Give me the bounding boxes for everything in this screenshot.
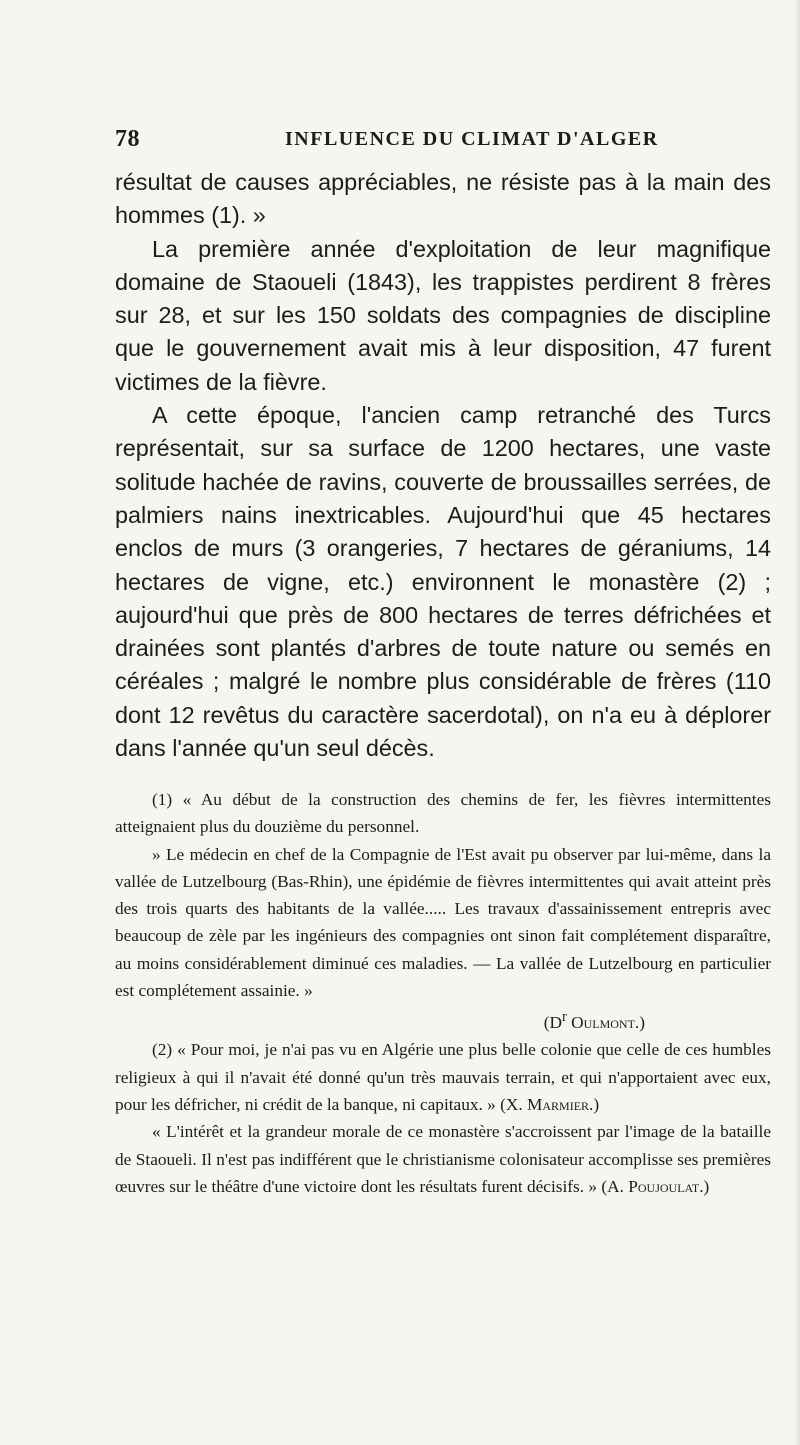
page-edge-shadow	[794, 0, 800, 1445]
paragraph-staoueli: La première année d'exploitation de leur magnifique domaine de Staoueli (1843), les trappistes perdirent 8 frères sur 28, et sur les 150 soldats des compagnies de discipline que le gouvernement avait mis à leur disposition, 47 furent victimes de la fièvre.	[115, 235, 771, 395]
footnote-1-attribution	[115, 1004, 771, 1036]
paragraph-continuation: résultat de causes appréciables, ne résiste pas à la main des hommes (1). »	[115, 169, 771, 229]
main-text	[115, 166, 771, 765]
footnote-2-quote-author: Poujoulat.)	[628, 1176, 710, 1196]
footnote-1-opening: (1) « Au début de la construction des chemins de fer, les fièvres intermittentes atteignaient plus du douzième du personnel.	[115, 790, 771, 837]
running-title: INFLUENCE DU CLIMAT D'ALGER	[285, 128, 659, 150]
footnote-1-continuation: » Le médecin en chef de la Compagnie de l'Est avait pu observer par lui-même, dans la vallée de Lutzelbourg (Bas-Rhin), une épidémie de fièvres intermittentes qui avait atteint près des trois quarts des habitants de la vallée..... Les travaux d'assainissement entrepris avec beaucoup de zèle par les ingénieurs des compagnies ont sinon fait complétement disparaître, au moins considérablement diminué ces maladies. — La vallée de Lutzelbourg en particulier est complétement assainie. »	[115, 844, 771, 1001]
footnote-2-quote	[115, 1118, 771, 1200]
paragraph-camp: A cette époque, l'ancien camp retranché des Turcs représentait, sur sa surface de 1200 hectares, une vaste solitude hachée de ravins, couverte de broussailles serrées, de palmiers nains inextricables. Aujourd'hui que 45 hectares enclos de murs (3 orangeries, 7 hectares de géraniums, 14 hectares de vigne, etc.) environnent le monastère (2) ; aujourd'hui que près de 800 hectares de terres défrichées et drainées sont plantés d'arbres de toute nature ou semés en céréales ; malgré le nombre plus considérable de frères (110 dont 12 revêtus du caractère sacerdotal), on n'a eu à déplorer dans l'année qu'un seul décès.	[115, 402, 771, 762]
footnote-2-author: Marmier.)	[527, 1095, 600, 1115]
footnote-2	[115, 1036, 771, 1118]
attribution-superscript: r	[561, 1009, 567, 1026]
attribution-prefix: (D	[543, 1013, 562, 1033]
page-number: 78	[115, 126, 140, 152]
footnote-2-quote-text: « L'intérêt et la grandeur morale de ce monastère s'accroissent par l'image de la bataille de Staoueli. Il n'est pas indifférent que le christianisme colonisateur accomplisse ses premières œuvres sur le théâtre d'une victoire dont les résultats furent décisifs. » (A.	[115, 1122, 771, 1196]
footnotes	[115, 786, 771, 1200]
footnote-2-text: (2) « Pour moi, je n'ai pas vu en Algérie une plus belle colonie que celle de ces humbles religieux à qui il n'avait été donné qu'un très mauvais terrain, et qui n'apportaient avec eux, pour les défricher, ni crédit de la banque, ni capitaux. » (X.	[115, 1040, 771, 1115]
attribution-author: Oulmont.)	[571, 1013, 645, 1033]
